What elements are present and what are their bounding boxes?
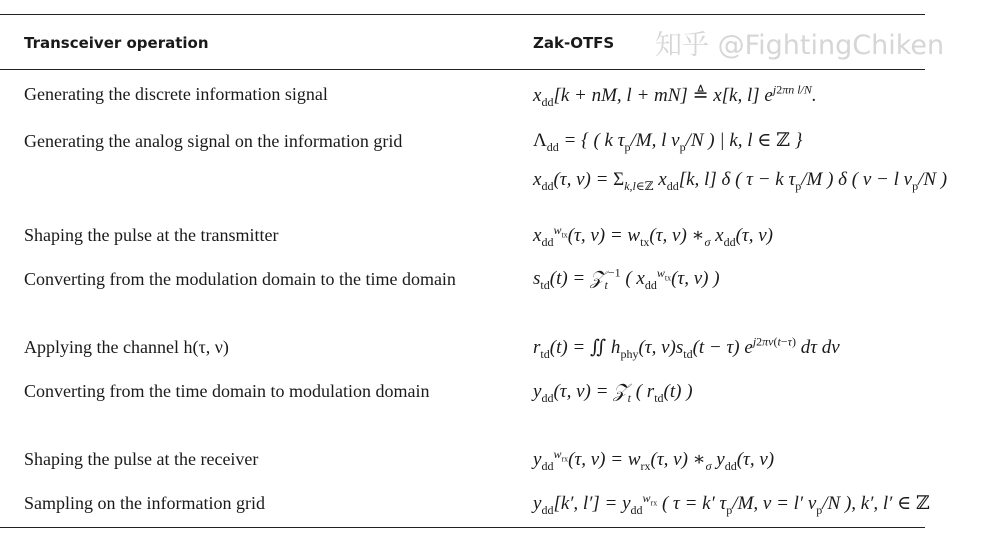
header-zak-otfs: Zak-OTFS <box>533 34 615 52</box>
formula-2b: $x_{dd}(\tau$, $\nu) = \Sigma_{k,l\in ℤ}$ $x_{dd}[k$, l] δ ( τ − k $\tau_p/M$ ) δ ( ν − l $\nu_p/N$ ) <box>533 169 948 193</box>
formula-3: $x_{dd}^{w_{tx}}(\tau$, $\nu) = w_{tx}(\tau$, ν) $∗_\sigma$ $x_{dd}(\tau$, ν) <box>533 222 773 249</box>
watermark: 知乎 @FightingChiken <box>655 30 945 61</box>
operation-8: Sampling on the information grid <box>24 493 265 513</box>
formula-6: $y_{dd}(\tau$, ν) = 𝒵$_t$ ( $r_{td}(t)$ ) <box>533 381 693 405</box>
operation-6: Converting from the time domain to modulation domain <box>24 381 430 401</box>
header-operation: Transceiver operation <box>24 34 209 52</box>
header-rule <box>0 69 925 70</box>
formula-1: $x_{dd}[k$ + nM, l + mN] ≜ x[k, l] $e^{j2\pi n l/N}$. <box>533 82 817 109</box>
operation-3: Shaping the pulse at the transmitter <box>24 225 279 245</box>
top-rule <box>0 14 925 15</box>
bottom-rule <box>0 527 925 528</box>
operation-4: Converting from the modulation domain to the time domain <box>24 269 456 289</box>
formula-8: $y_{dd}[k'$, $l'] = y_{dd}^{w_{rx}}$ ( τ = k′ $\tau_p/M$, ν = l′ $\nu_p/N$ ), k′, l′ ∈ ℤ <box>533 490 930 517</box>
formula-2a: $\Lambda_{dd}$ = { ( k $\tau_p/M$, l $\nu_p/N$ ) | k, l ∈ ℤ } <box>533 130 803 154</box>
operation-7: Shaping the pulse at the receiver <box>24 449 259 469</box>
operation-1: Generating the discrete information signal <box>24 84 328 104</box>
operation-5: Applying the channel h(τ, ν) <box>24 337 229 357</box>
operation-2: Generating the analog signal on the information grid <box>24 131 403 151</box>
formula-7: $y_{dd}^{w_{rx}}(\tau$, $\nu) = w_{rx}(\tau$, ν) $∗_\sigma$ $y_{dd}(\tau$, ν) <box>533 446 775 473</box>
formula-4: $s_{td}(t)$ = 𝒵$_t^{-1}$ ( $x_{dd}^{w_{tx}}(\tau$, ν) ) <box>533 265 720 292</box>
formula-5: $r_{td}(t)$ = ∬ $h_{phy}(\tau$, $\nu)s_{td}(t - \tau)$ $e^{j2\pi\nu(t-\tau)}$ dτ dν <box>533 334 840 361</box>
